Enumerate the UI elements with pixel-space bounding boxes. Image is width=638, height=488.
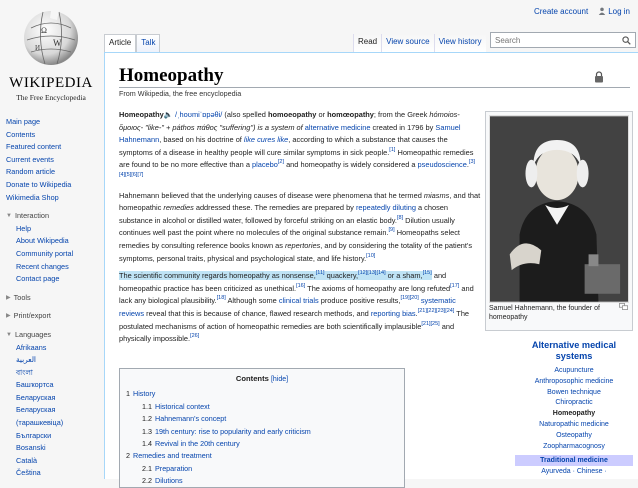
citation[interactable]: [18] (216, 295, 226, 302)
citation[interactable]: [26] (190, 333, 200, 340)
infobox-caption: Samuel Hahnemann, the founder of homeopathy (489, 305, 600, 321)
tab-article[interactable]: Article (104, 34, 136, 52)
toc-item[interactable]: 2 Remedies and treatment (126, 451, 212, 461)
samuel-hahnemann-link[interactable]: Samuel Hahnemann (119, 122, 461, 145)
citation[interactable]: [12][13][14] (358, 270, 386, 277)
toc-item[interactable]: 1 History (126, 389, 156, 399)
sidebar-item-about[interactable]: About Wikipedia (16, 236, 69, 246)
lock-icon[interactable] (594, 71, 604, 83)
language-link[interactable]: Башҡортса (16, 380, 54, 390)
chevron-down-icon: ▼ (6, 213, 12, 220)
svg-text:W: W (53, 38, 62, 48)
tab-talk[interactable]: Talk (136, 34, 160, 52)
toc-item[interactable]: 1.3 19th century: rise to popularity and early criticism (142, 426, 311, 436)
pronunciation-link[interactable]: 🔈 /ˌhoʊmiˈɒpəθi/ (163, 110, 223, 119)
citation[interactable]: [15] (422, 270, 432, 277)
chevron-right-icon: ▶ (6, 294, 11, 301)
intro-paragraph-2: Hahnemann believed that the underlying causes of disease were phenomena that he termed miasms, and that homeopathic remedies addressed these. The remedies are prepared by repeatedly diluting a chosen substance in alcohol or distilled water, followed by forceful striking on an elastic body.[8] Dilution usually continues well past the point where no molecules of the original substance remain.[9] Homeopaths select remedies by consulting reference books known as repertories, and by considering the totality of the patient's symptoms, personal traits, physical and psychological state, and life history.[10] (119, 190, 481, 263)
language-link[interactable]: Беларуская (16, 392, 56, 402)
toc-item[interactable]: 1.4 Revival in the 20th century (142, 439, 240, 449)
sidebar-item-contact-page[interactable]: Contact page (16, 274, 60, 284)
navbox-item[interactable]: Chiropractic (555, 399, 593, 407)
wordmark: WIKIPEDIA (9, 75, 93, 91)
navbox-item[interactable]: Anthroposophic medicine (534, 377, 614, 385)
term-bold: Homeopathy (119, 110, 164, 119)
citation[interactable]: [21][25] (421, 320, 440, 327)
navbox-title[interactable]: Alternative medical systems (531, 340, 617, 361)
sidebar-item-shop[interactable]: Wikimedia Shop (6, 192, 59, 202)
toc-item[interactable]: 2.1 Preparation (142, 463, 193, 473)
highlighted-sentence: The scientific community regards homeopathy as nonsense,[11] quackery,[12][13][14] or a sham,[15] (119, 270, 432, 281)
clinical-trials-link[interactable]: clinical trials (278, 296, 319, 306)
login-link[interactable]: Log in (598, 7, 630, 16)
languages-portal-toggle[interactable]: ▼ Languages (6, 329, 102, 342)
namespace-tabs (104, 34, 160, 52)
citation[interactable]: [1] (389, 146, 396, 153)
sidebar-item-main-page[interactable]: Main page (6, 117, 41, 126)
sidebar-item-help[interactable]: Help (16, 223, 32, 233)
language-link[interactable]: বাংলা (16, 367, 33, 377)
search-icon[interactable] (622, 36, 631, 45)
toc-item[interactable]: 1.1 Historical context (142, 401, 210, 411)
infobox-image (485, 111, 633, 331)
tagline: The Free Encyclopedia (16, 93, 86, 102)
page-title: Homeopathy (119, 65, 224, 86)
citation[interactable]: [16] (296, 282, 306, 289)
toc-title: Contents [hide] (235, 374, 289, 383)
pseudoscience-link[interactable]: pseudoscience (417, 160, 467, 170)
reporting-bias-link[interactable]: reporting bias (370, 308, 416, 318)
citation[interactable]: [3][4][5][6][7] (119, 159, 476, 178)
alternative-medicine-navbox (515, 340, 633, 477)
hahnemann-portrait[interactable] (489, 115, 629, 303)
like-cures-like-link[interactable]: like cures like (243, 135, 289, 145)
citation[interactable]: [2] (277, 159, 285, 166)
article-body (119, 109, 481, 351)
sidebar-item-featured-content[interactable]: Featured content (6, 142, 62, 152)
enlarge-icon[interactable] (619, 303, 628, 310)
toc-item[interactable]: 1.2 Hahnemann's concept (142, 414, 227, 424)
content-area (104, 52, 638, 486)
search-box (490, 32, 636, 48)
toc-hide-toggle[interactable]: [hide] (270, 376, 289, 383)
citation[interactable]: [10] (366, 252, 376, 259)
tab-view-source[interactable]: View source (381, 34, 433, 52)
view-tabs (353, 34, 486, 52)
interaction-portal-toggle[interactable]: ▼ Interaction (6, 210, 102, 223)
user-icon (598, 7, 606, 15)
citation[interactable]: [11] (315, 270, 325, 277)
alternative-medicine-link[interactable]: alternative medicine (304, 122, 371, 132)
tools-portal-toggle[interactable]: ▶ Tools (6, 292, 102, 305)
table-of-contents (119, 368, 405, 488)
sidebar-item-donate[interactable]: Donate to Wikipedia (6, 179, 72, 189)
speaker-icon: 🔈 (163, 110, 173, 119)
sidebar-item-current-events[interactable]: Current events (6, 154, 54, 164)
placebo-link[interactable]: placebo (252, 160, 278, 170)
print-portal-toggle[interactable]: ▶ Print/export (6, 310, 102, 323)
chevron-down-icon: ▼ (6, 331, 12, 338)
language-link[interactable]: Català (16, 455, 38, 465)
svg-text:Ω: Ω (41, 26, 47, 35)
repeatedly-diluting-link[interactable]: repeatedly diluting (355, 203, 416, 213)
sidebar-item-recent-changes[interactable]: Recent changes (16, 261, 69, 271)
language-link[interactable]: Български (16, 430, 52, 440)
search-input[interactable] (495, 36, 615, 45)
sidebar-item-random-article[interactable]: Random article (6, 167, 56, 177)
sidebar (6, 116, 102, 480)
intro-paragraph-1: Homeopathy🔈 /ˌhoʊmiˈɒpəθi/ (also spelled homoeopathy or homœopathy; from the Greek hómoios- ὅμοιος- "like-" + páthos πάθος "suffering") is a system of alternative medicine created in 1796 by Samuel Hahnemann, based on his doctrine of like cures like, according to which a substance that causes the symptoms of a disease in healthy people will cure similar symptoms in sick people.[1] Homeopathic remedies are found to be no more effective than a placebo[2] and homeopathy is widely considered a pseudoscience.[3][4][5][6][7] (119, 110, 476, 178)
language-link[interactable]: Čeština (16, 468, 41, 478)
navbox-item[interactable]: Naturopathic medicine (539, 420, 609, 428)
citation[interactable]: [19][20] (400, 295, 419, 302)
navbox-group-items[interactable]: Ayurveda · Chinese · (541, 468, 607, 476)
language-link[interactable]: Afrikaans (16, 342, 47, 352)
language-link[interactable]: (тарашкевіца) (16, 418, 64, 428)
svg-text:И: И (35, 44, 41, 52)
sidebar-item-community-portal[interactable]: Community portal (16, 248, 74, 258)
navbox-item[interactable]: Acupuncture (554, 367, 594, 374)
citation[interactable]: [17] (450, 282, 460, 289)
navbox-item[interactable]: Bowen technique (547, 388, 601, 396)
language-link[interactable]: Bosanski (16, 443, 46, 453)
navbox-item[interactable]: Osteopathy (556, 431, 592, 439)
language-link[interactable]: Беларуская (16, 405, 56, 415)
navbox-item[interactable]: Zoopharmacognosy (543, 442, 605, 450)
intro-paragraph-3: The scientific community regards homeopathy as nonsense,[11] quackery,[12][13][14] or a sham,[15] and homeopathic practice has been criticized as unethical.[16] The axioms of homeopathy are long refuted[17] and lack any biological plausibility.[18] Although some clinical trials produce positive results,[19][20] systematic reviews reveal that this is because of chance, flawed research methods, and reporting bias.[21][22][23][24] The postulated mechanisms of action of homeopathic remedies are both scientifically implausible[21][25] and physically impossible.[26] (119, 270, 474, 344)
personal-tools (534, 7, 630, 16)
language-link[interactable]: العربية (16, 355, 36, 365)
citation[interactable]: [8] (396, 214, 404, 221)
tab-read[interactable]: Read (353, 34, 381, 52)
site-subtitle: From Wikipedia, the free encyclopedia (119, 89, 242, 98)
navbox-item-current: Homeopathy (552, 410, 596, 418)
sidebar-item-contents[interactable]: Contents (6, 129, 36, 139)
systematic-reviews-link[interactable]: systematic reviews (119, 296, 456, 318)
title-divider (119, 87, 630, 88)
navbox-group-header[interactable]: Traditional medicine (515, 455, 633, 466)
citation[interactable]: [9] (388, 227, 395, 234)
wikipedia-logo[interactable] (4, 8, 98, 102)
puzzle-globe-icon (21, 8, 81, 68)
citation[interactable]: [21][22][23][24] (417, 307, 455, 314)
toc-item[interactable]: 2.2 Dilutions (142, 476, 183, 486)
chevron-right-icon: ▶ (6, 313, 11, 320)
create-account-link[interactable]: Create account (533, 7, 589, 16)
tab-view-history[interactable]: View history (434, 34, 486, 52)
